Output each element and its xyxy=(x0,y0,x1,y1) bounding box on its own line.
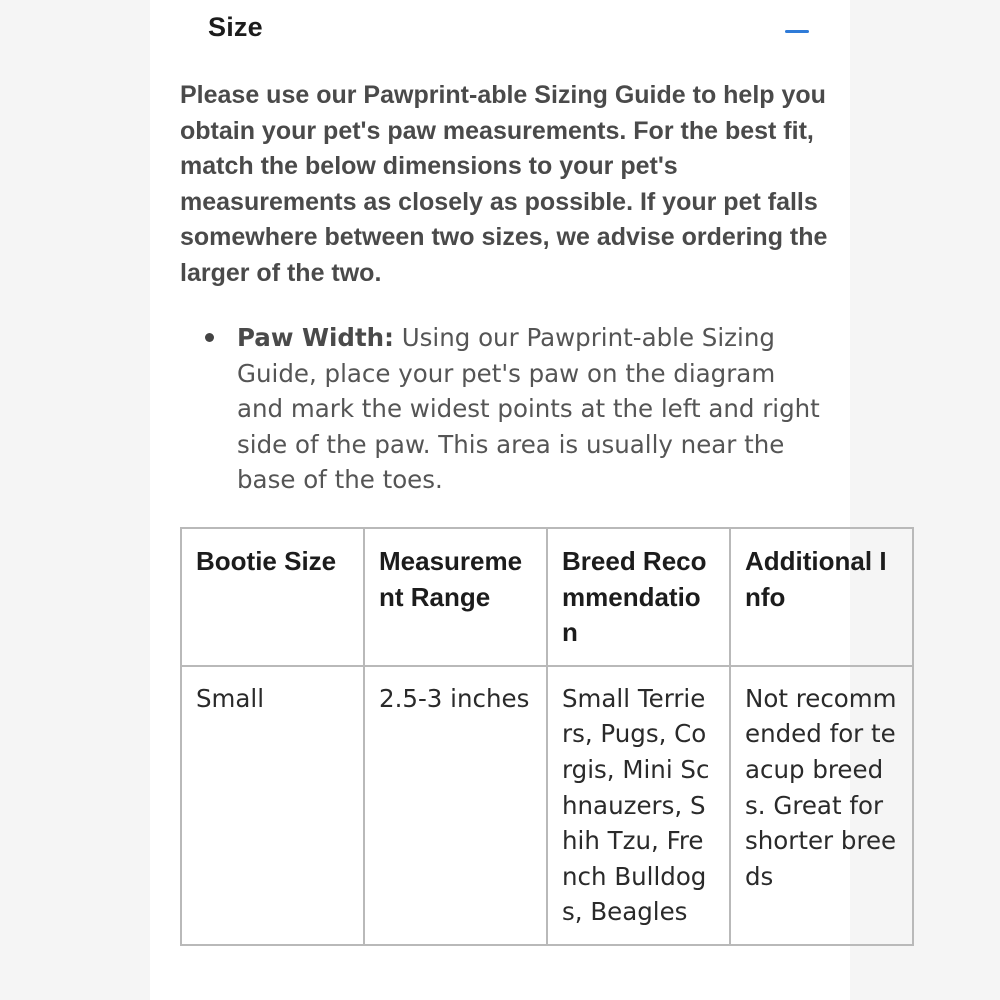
size-chart-table xyxy=(180,527,914,946)
column-header-measurement-range: Measurement Range xyxy=(364,528,547,666)
sizing-instructions-list xyxy=(180,320,820,498)
column-header-additional-info: Additional Info xyxy=(730,528,913,666)
size-table-scroll-container[interactable] xyxy=(180,527,897,1000)
table-row xyxy=(181,666,913,945)
minus-icon xyxy=(785,30,809,33)
bullet-dot-icon xyxy=(205,333,214,342)
column-header-breed-recommendation: Breed Recommendation xyxy=(547,528,730,666)
product-details-page xyxy=(150,0,897,1000)
size-accordion-header[interactable] xyxy=(208,12,818,52)
sizing-intro-text: Please use our Pawprint-able Sizing Guide to help you obtain your pet's paw measurements. For the best fit, match the below dimensions to your pet's measurements as closely as possible. If your pet falls somewhere between two sizes, we advise ordering the larger of the two. xyxy=(180,81,828,287)
bullet-text: Using our Pawprint-able Sizing Guide, place your pet's paw on the diagram and mark the widest points at the left and right side of the paw. This area is usually near the base of the toes. xyxy=(237,323,820,495)
table-header-row xyxy=(181,528,913,666)
collapse-toggle-button[interactable] xyxy=(782,14,814,46)
cell-additional-info: Not recommended for teacup breeds. Great for shorter breeds xyxy=(730,666,913,945)
list-item xyxy=(180,320,820,498)
column-header-bootie-size: Bootie Size xyxy=(181,528,364,666)
section-title: Size xyxy=(208,12,263,42)
bullet-term: Paw Width: xyxy=(237,323,394,352)
cell-bootie-size: Small xyxy=(181,666,364,945)
cell-measurement-range: 2.5-3 inches xyxy=(364,666,547,945)
cell-breed-recommendation: Small Terriers, Pugs, Corgis, Mini Schnauzers, Shih Tzu, French Bulldogs, Beagles xyxy=(547,666,730,945)
